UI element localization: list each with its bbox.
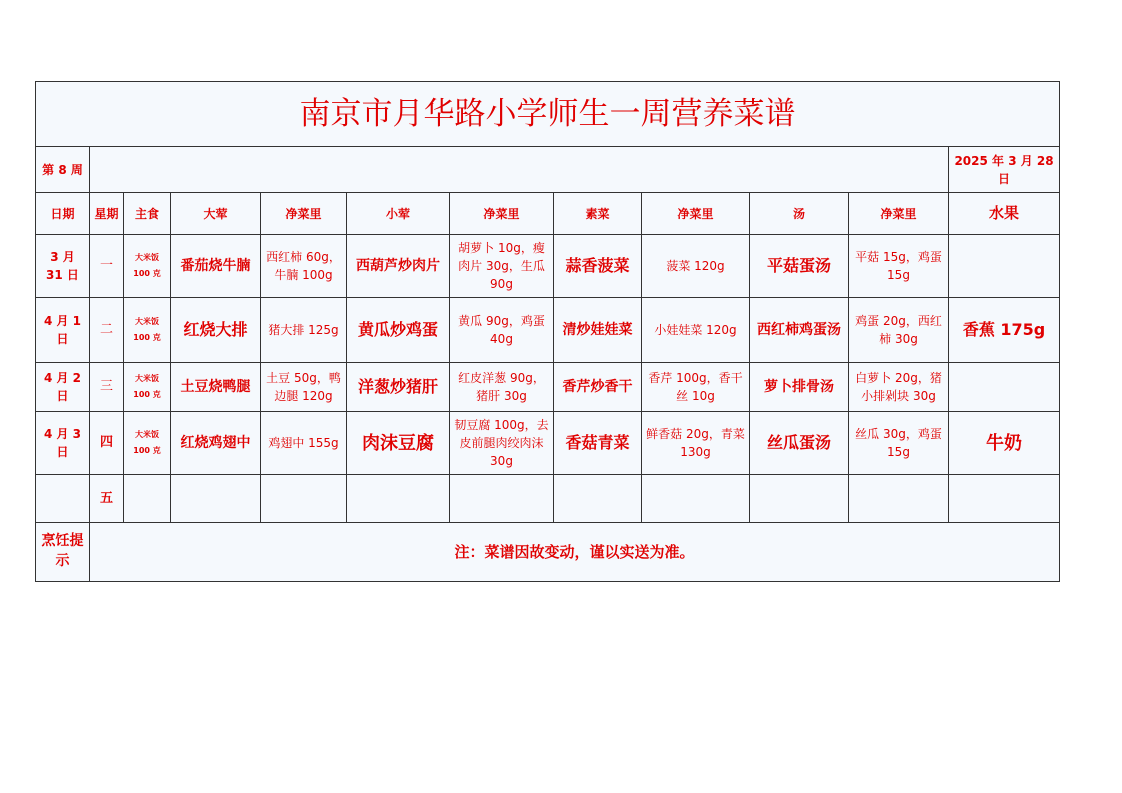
row-weekday: 三 [90,363,124,412]
col-header-small-meat: 小荤 [347,193,450,235]
row-weekday: 四 [90,412,124,475]
row-date [36,475,90,523]
col-header-weekday: 星期 [90,193,124,235]
row-date: 4 月 2 日 [36,363,90,412]
row-small-ingredients: 黄瓜 90g，鸡蛋 40g [450,298,554,363]
row-date: 4 月 3 日 [36,412,90,475]
row-small-ingredients: 韧豆腐 100g，去皮前腿肉绞肉沫 30g [450,412,554,475]
row-veg-dish: 清炒娃娃菜 [554,298,642,363]
row-staple: 大米饭 100 克 [124,363,171,412]
row-soup [750,475,849,523]
row-soup: 西红柿鸡蛋汤 [750,298,849,363]
col-header-small-ingredients: 净菜里 [450,193,554,235]
row-veg-ingredients: 鲜香菇 20g，青菜 130g [642,412,750,475]
page-title: 南京市月华路小学师生一周营养菜谱 [36,82,1060,147]
row-meat-ingredients: 猪大排 125g [261,298,347,363]
row-meat-ingredients: 土豆 50g，鸭边腿 120g [261,363,347,412]
row-fruit: 牛奶 [949,412,1060,475]
row-veg-ingredients: 菠菜 120g [642,235,750,298]
row-veg-ingredients: 香芹 100g，香干丝 10g [642,363,750,412]
row-staple [124,475,171,523]
row-soup: 丝瓜蛋汤 [750,412,849,475]
col-header-fruit: 水果 [949,193,1060,235]
col-header-meat-ingredients: 净菜里 [261,193,347,235]
row-soup-ingredients: 丝瓜 30g，鸡蛋 15g [849,412,949,475]
col-header-staple: 主食 [124,193,171,235]
col-header-vegetable: 素菜 [554,193,642,235]
row-veg-ingredients: 小娃娃菜 120g [642,298,750,363]
row-meat-dish: 土豆烧鸭腿 [171,363,261,412]
row-weekday: 一 [90,235,124,298]
row-staple: 大米饭 100 克 [124,412,171,475]
row-veg-dish: 香芹炒香干 [554,363,642,412]
row-small-dish: 西葫芦炒肉片 [347,235,450,298]
row-soup: 萝卜排骨汤 [750,363,849,412]
row-soup-ingredients: 白萝卜 20g，猪小排剁块 30g [849,363,949,412]
table-row [36,298,1060,363]
table-row [36,475,1060,523]
row-small-dish: 肉沫豆腐 [347,412,450,475]
row-meat-dish: 红烧鸡翅中 [171,412,261,475]
row-fruit [949,235,1060,298]
row-small-dish [347,475,450,523]
col-header-meat: 大荤 [171,193,261,235]
row-small-dish: 洋葱炒猪肝 [347,363,450,412]
row-fruit [949,363,1060,412]
row-fruit [949,475,1060,523]
row-date: 3 月 31 日 [36,235,90,298]
row-weekday: 五 [90,475,124,523]
row-meat-ingredients [261,475,347,523]
row-soup-ingredients [849,475,949,523]
menu-table [35,81,1060,582]
menu-note: 注：菜谱因故变动，谨以实送为准。 [90,523,1060,582]
row-small-ingredients: 红皮洋葱 90g，猪肝 30g [450,363,554,412]
row-meat-ingredients: 西红柿 60g，牛腩 100g [261,235,347,298]
row-veg-dish: 蒜香菠菜 [554,235,642,298]
row-veg-ingredients [642,475,750,523]
row-weekday: 二 [90,298,124,363]
col-header-date: 日期 [36,193,90,235]
week-label: 第 8 周 [36,147,90,193]
row-soup-ingredients: 平菇 15g，鸡蛋 15g [849,235,949,298]
row-soup-ingredients: 鸡蛋 20g，西红柿 30g [849,298,949,363]
col-header-soup-ingredients: 净菜里 [849,193,949,235]
row-staple: 大米饭 100 克 [124,298,171,363]
row-fruit: 香蕉 175g [949,298,1060,363]
row-meat-ingredients: 鸡翅中 155g [261,412,347,475]
row-meat-dish: 番茄烧牛腩 [171,235,261,298]
cooking-tip-label: 烹饪提示 [36,523,90,582]
col-header-veg-ingredients: 净菜里 [642,193,750,235]
table-row [36,235,1060,298]
row-small-ingredients [450,475,554,523]
row-veg-dish: 香菇青菜 [554,412,642,475]
table-row [36,412,1060,475]
row-soup: 平菇蛋汤 [750,235,849,298]
row-staple: 大米饭 100 克 [124,235,171,298]
table-row [36,363,1060,412]
issue-date: 2025 年 3 月 28 日 [949,147,1060,193]
row-veg-dish [554,475,642,523]
row-meat-dish: 红烧大排 [171,298,261,363]
row-small-dish: 黄瓜炒鸡蛋 [347,298,450,363]
menu-sheet [35,81,1059,582]
blank-header-cell [90,147,949,193]
row-date: 4 月 1 日 [36,298,90,363]
row-small-ingredients: 胡萝卜 10g，瘦肉片 30g，生瓜 90g [450,235,554,298]
row-meat-dish [171,475,261,523]
col-header-soup: 汤 [750,193,849,235]
